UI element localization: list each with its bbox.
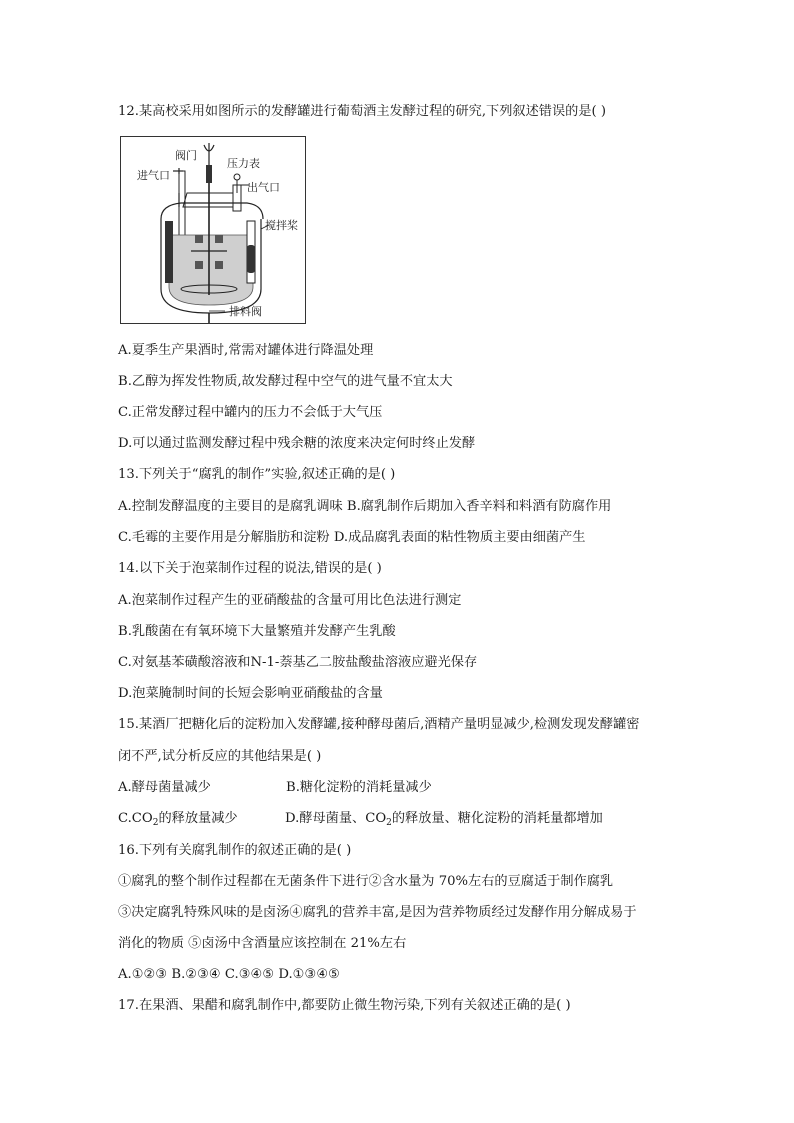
q14-option-a: A.泡菜制作过程产生的亚硝酸盐的含量可用比色法进行测定 [118, 593, 462, 608]
q12-option-c: C.正常发酵过程中罐内的压力不会低于大气压 [118, 405, 383, 420]
label-outlet: 出气口 [247, 181, 280, 194]
q16-options: A.①②③ B.②③④ C.③④⑤ D.①③④⑤ [118, 967, 340, 982]
label-gauge: 压力表 [227, 157, 260, 170]
fermenter-figure [120, 136, 306, 324]
q12-stem: 12.某高校采用如图所示的发酵罐进行葡萄酒主发酵过程的研究,下列叙述错误的是( ) [118, 104, 607, 119]
q14-option-b: B.乳酸菌在有氧环境下大量繁殖并发酵产生乳酸 [118, 624, 396, 639]
label-drain: 排料阀 [229, 305, 262, 318]
q17-stem: 17.在果酒、果醋和腐乳制作中,都要防止微生物污染,下列有关叙述正确的是( ) [118, 998, 571, 1013]
q16-statement-line3: 消化的物质 ⑤卤汤中含酒量应该控制在 21%左右 [118, 936, 407, 951]
q14-stem: 14.以下关于泡菜制作过程的说法,错误的是( ) [118, 561, 382, 576]
q12-option-b: B.乙醇为挥发性物质,故发酵过程中空气的进气量不宜太大 [118, 374, 453, 389]
fermenter-diagram [121, 137, 307, 325]
q15-stem-line1: 15.某酒厂把糖化后的淀粉加入发酵罐,接种酵母菌后,酒精产量明显减少,检测发现发酵罐密 [118, 717, 640, 732]
q16-stem: 16.下列有关腐乳制作的叙述正确的是( ) [118, 843, 352, 858]
label-valve: 阀门 [175, 149, 197, 162]
label-inlet: 进气口 [137, 169, 170, 182]
q12-option-d: D.可以通过监测发酵过程中残余糖的浓度来决定何时终止发酵 [118, 436, 476, 451]
q14-option-d: D.泡菜腌制时间的长短会影响亚硝酸盐的含量 [118, 686, 383, 701]
q16-statement-line2: ③决定腐乳特殊风味的是卤汤④腐乳的营养丰富,是因为营养物质经过发酵作用分解成易于 [118, 905, 637, 920]
q15-option-d: D.酵母菌量、$CO_2$的释放量、糖化淀粉的消耗量都增加 [285, 811, 603, 828]
q14-option-c: C.对氨基苯磺酸溶液和N-1-萘基乙二胺盐酸盐溶液应避光保存 [118, 655, 478, 670]
q13-options-row2: C.毛霉的主要作用是分解脂肪和淀粉 D.成品腐乳表面的粘性物质主要由细菌产生 [118, 530, 586, 545]
q15-option-a: A.酵母菌量减少 [118, 780, 211, 795]
q15-option-c: $C.CO_2$的释放量减少 [118, 811, 238, 828]
q12-option-a: A.夏季生产果酒时,常需对罐体进行降温处理 [118, 343, 374, 358]
q15-stem-line2: 闭不严,试分析反应的其他结果是( ) [118, 749, 322, 764]
q15-option-b: B.糖化淀粉的消耗量减少 [286, 780, 432, 795]
q16-statement-line1: ①腐乳的整个制作过程都在无菌条件下进行②含水量为 70%左右的豆腐适于制作腐乳 [118, 874, 614, 889]
label-stirrer: 搅拌桨 [265, 219, 298, 232]
q13-stem: 13.下列关于“腐乳的制作”实验,叙述正确的是( ) [118, 467, 396, 482]
q13-options-row1: A.控制发酵温度的主要目的是腐乳调味 B.腐乳制作后期加入香辛料和料酒有防腐作用 [118, 499, 612, 514]
